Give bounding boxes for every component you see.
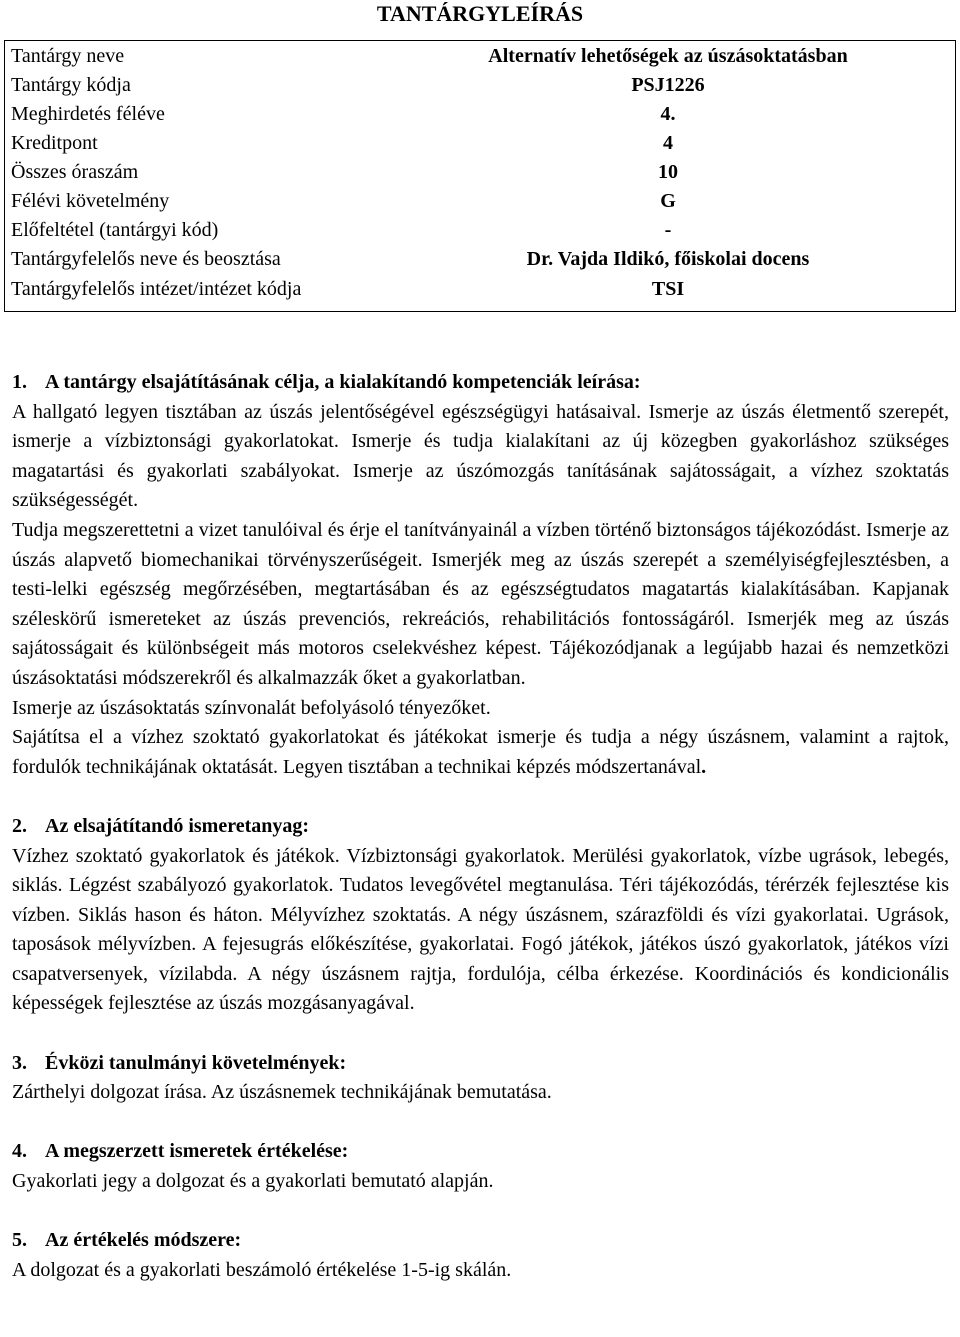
course-info-table: [4, 40, 956, 312]
section-heading: [12, 812, 949, 842]
table-row: [5, 41, 956, 71]
table-row: [5, 244, 956, 273]
paragraph: A hallgató legyen tisztában az úszás jelentőségével egészségügyi hatásaival. Ismerje az úszás életmentő szerepét, ismerje a vízbiztonsági gyakorlatokat. Ismerje és tudja kialakítani az új közegben gyakorláshoz szükséges magatartási és gyakorlati szabályokat. Ismerje az úszómozgás tanításának sajátosságait, a vízhez szoktatás szükségességét.: [12, 400, 949, 512]
section-curriculum: [12, 812, 949, 1019]
table-row: [5, 273, 956, 312]
section-number: 3.: [12, 1051, 27, 1074]
info-value: 10: [658, 160, 678, 183]
paragraph: Ismerje az úszásoktatás színvonalát befolyásoló tényezőket.: [12, 696, 491, 719]
section-title: A tantárgy elsajátításának célja, a kialakítandó kompetenciák leírása:: [45, 371, 641, 393]
info-value: -: [664, 218, 672, 241]
info-value: Dr. Vajda Ildikó, főiskolai docens: [526, 247, 810, 270]
section-number: 5.: [12, 1229, 27, 1252]
info-value: 4: [663, 131, 673, 154]
info-value: 4.: [660, 102, 676, 125]
info-value: G: [660, 189, 676, 212]
paragraph: Sajátítsa el a vízhez szoktató gyakorlatokat és játékokat ismerje és tudja a négy úszásnem, valamint a rajtok, fordulók technikájának oktatását. Legyen tisztában a technikai képzés módszertanával .: [12, 723, 949, 782]
info-label: Összes óraszám: [11, 160, 139, 183]
page-title: TANTÁRGYLEÍRÁS: [376, 1, 584, 26]
section-method: [12, 1226, 949, 1285]
info-label: Meghirdetés féléve: [11, 102, 165, 125]
info-label: Tantárgy neve: [11, 44, 125, 67]
paragraph: A dolgozat és a gyakorlati beszámoló értékelése 1-5-ig skálán.: [12, 1258, 512, 1281]
section-heading: [12, 1226, 949, 1256]
section-heading: [12, 1049, 949, 1079]
paragraph: Tudja megszerettetni a vizet tanulóival és érje el tanítványainál a vízben történő biztonságos tájékozódást. Ismerje az úszás alapvető biomechanikai törvényszerűségeit. Ismerjék meg az úszás szerepét a személyiségfejlesztésben, a testi-lelki egészség megőrzésében, megtartásában és az egészségtudatos magatartás kialakításában. Kapjanak széleskörű ismereteket az úszás prevenciós, rekreációs, rehabilitációs fontosságáról. Ismerjék meg az úszás sajátosságait és különbségeit más motoros cselekvéshez képest. Tájékozódjanak a legújabb hazai és nemzetközi úszásoktatási módszerekről és alkalmazzák őket a gyakorlatban.: [12, 518, 949, 689]
section-number: 1.: [12, 371, 27, 393]
info-label: Tantárgyfelelős intézet/intézet kódja: [11, 278, 302, 300]
info-value: TSI: [651, 278, 685, 300]
section-goals: [12, 368, 949, 782]
section-title: A megszerzett ismeretek értékelése:: [45, 1140, 349, 1163]
info-label: Tantárgyfelelős neve és beosztása: [11, 247, 281, 270]
section-title: Az értékelés módszere:: [45, 1229, 242, 1252]
table-row: [5, 70, 956, 99]
table-row: [5, 128, 956, 157]
info-value: PSJ1226: [631, 73, 705, 96]
info-label: Előfeltétel (tantárgyi kód): [11, 218, 219, 241]
section-title: Évközi tanulmányi követelmények:: [45, 1051, 347, 1074]
document-body: [12, 368, 949, 1285]
section-heading: [12, 1137, 949, 1167]
info-label: Kreditpont: [11, 131, 98, 154]
info-label: Félévi követelmény: [11, 189, 170, 212]
info-label: Tantárgy kódja: [11, 73, 131, 96]
section-heading: [12, 368, 949, 398]
section-number: 4.: [12, 1140, 27, 1163]
section-number: 2.: [12, 814, 27, 837]
table-row: [5, 157, 956, 186]
section-title: Az elsajátítandó ismeretanyag:: [45, 814, 310, 837]
section-assessment: [12, 1137, 949, 1196]
table-row: [5, 215, 956, 244]
section-requirements: [12, 1049, 949, 1108]
paragraph: Zárthelyi dolgozat írása. Az úszásnemek technikájának bemutatása.: [12, 1081, 552, 1104]
paragraph: Gyakorlati jegy a dolgozat és a gyakorlati bemutató alapján.: [12, 1170, 494, 1193]
paragraph: Vízhez szoktató gyakorlatok és játékok. Vízbiztonsági gyakorlatok. Merülési gyakorlatok, vízbe ugrások, lebegés, siklás. Légzést szabályozó gyakorlatok. Tudatos levegővétel megtanulása. Téri tájékozódás, térérzék fejlesztése kis vízben. Siklás hason és háton. Mélyvízhez szoktatás. A négy úszásnem, szárazföldi és vízi gyakorlatai. Ugrások, taposások mélyvízben. A fejesugrás előkészítése, gyakorlatai. Fogó játékok, játékos úszó gyakorlatok, játékos vízi csapatversenyek, vízilabda. A négy úszásnem rajtja, fordulója, célba érkezése. Koordinációs és kondicionális képességek fejlesztése az úszás mozgásanyagával.: [12, 844, 949, 1015]
table-row: [5, 186, 956, 215]
table-row: [5, 99, 956, 128]
info-value: Alternatív lehetőségek az úszásoktatásban: [488, 44, 848, 67]
